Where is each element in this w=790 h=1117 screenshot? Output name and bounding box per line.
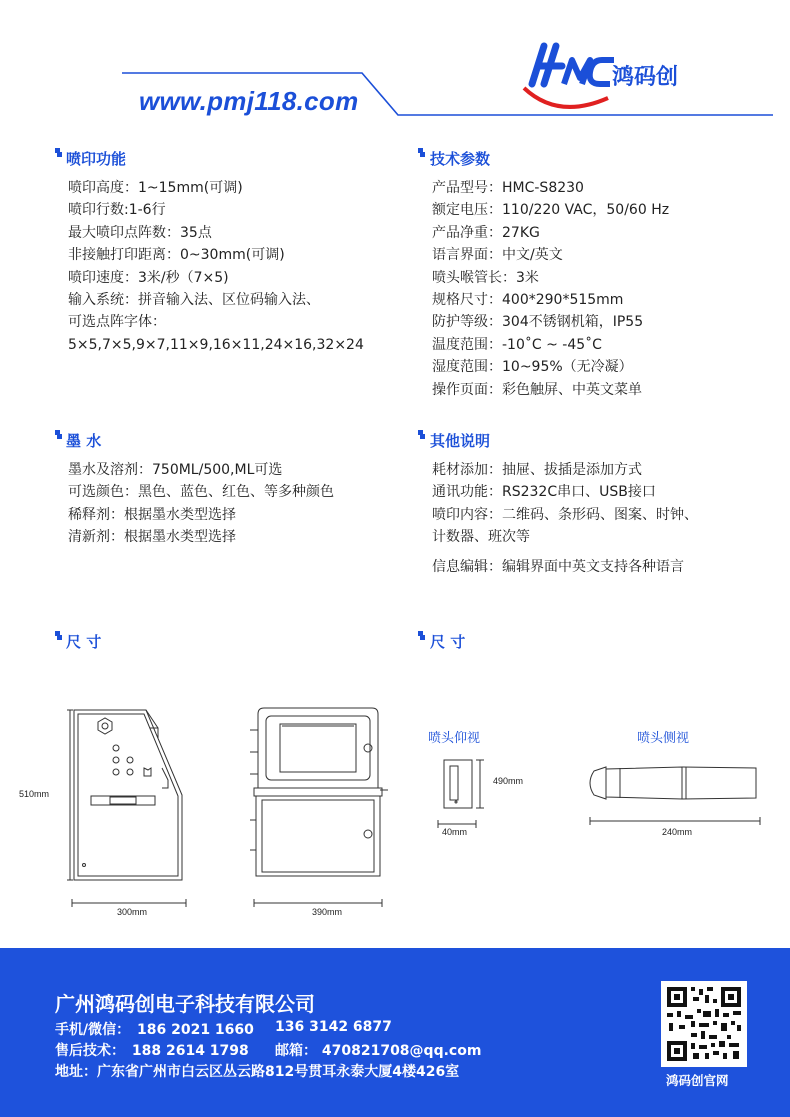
qr-code[interactable]	[661, 981, 747, 1067]
qr-code-icon	[661, 981, 747, 1067]
section-title-tech-params: 技术参数	[430, 150, 491, 168]
other-list	[432, 459, 698, 579]
bullet-square-icon	[55, 631, 64, 640]
list-item: 可选颜色：黑色、蓝色、红色、等多种颜色	[68, 484, 334, 501]
qr-caption: 鸿码创官网	[666, 1073, 729, 1088]
list-item: 通讯功能：RS232C串口、USB接口	[432, 484, 656, 501]
website-url[interactable]: www.pmj118.com	[139, 86, 359, 116]
brand-name: 鸿码创	[612, 65, 679, 90]
list-item: 湿度范围：10~95%（无冷凝）	[432, 359, 633, 376]
bullet-square-icon	[55, 148, 64, 157]
machine-front-view-drawing	[238, 700, 398, 920]
nozzle-height-dimension-label: 490mm	[493, 776, 524, 786]
section-title-ink: 墨 水	[66, 432, 102, 450]
print-function-list	[68, 177, 364, 356]
machine-side-view-drawing	[50, 700, 200, 920]
list-item: 产品净重：27KG	[432, 224, 540, 241]
list-item: 信息编辑：编辑界面中英文支持各种语言	[432, 559, 684, 576]
list-item: 喷印内容：二维码、条形码、图案、时钟、	[432, 506, 698, 523]
front-width-dimension-label: 390mm	[312, 907, 343, 917]
list-item: 清新剂：根据墨水类型选择	[68, 529, 236, 546]
list-item: 最大喷印点阵数：35点	[68, 224, 212, 241]
brand-logo-icon	[518, 38, 618, 110]
list-item: 喷印高度：1~15mm(可调)	[68, 180, 243, 196]
nozzle-side-view-title: 喷头侧视	[637, 731, 690, 746]
section-title-print-function: 喷印功能	[66, 150, 127, 168]
list-item: 防护等级：304不锈钢机箱，IP55	[432, 314, 644, 331]
list-item: 输入系统：拼音输入法、区位码输入法、	[68, 291, 320, 308]
side-width-dimension-label: 300mm	[117, 907, 148, 917]
list-item: 语言界面：中文/英文	[432, 247, 563, 264]
nozzle-front-view-drawing	[430, 752, 490, 837]
list-item: 墨水及溶剂：750ML/500,ML可选	[68, 462, 283, 478]
support-phone[interactable]: 188 2614 1798	[131, 1043, 249, 1059]
section-title-other: 其他说明	[430, 432, 491, 450]
nozzle-front-view-title: 喷头仰视	[428, 731, 481, 746]
list-item: 可选点阵字体：	[68, 314, 166, 331]
section-title-size-left: 尺 寸	[66, 633, 102, 651]
bullet-square-icon	[55, 430, 64, 439]
email-label: 邮箱：	[275, 1043, 317, 1059]
mobile-number-2[interactable]: 136 3142 6877	[275, 1019, 392, 1035]
list-item: 计数器、班次等	[432, 529, 530, 546]
ink-list	[68, 459, 334, 549]
list-item: 操作页面：彩色触屏、中英文菜单	[432, 381, 642, 398]
mobile-number-1[interactable]: 186 2021 1660	[137, 1022, 254, 1038]
nozzle-width-dimension-label: 40mm	[442, 827, 468, 837]
list-item: 稀释剂：根据墨水类型选择	[68, 506, 236, 523]
section-title-size-right: 尺 寸	[430, 633, 466, 651]
list-item: 喷印行数:1-6行	[68, 202, 166, 219]
mobile-label: 手机/微信：	[55, 1022, 131, 1038]
address: 地址：广东省广州市白云区丛云路812号贯耳永泰大厦4楼426室	[55, 1064, 460, 1080]
list-item: 耗材添加：抽屉、拔插是添加方式	[432, 462, 642, 478]
list-item: 5×5,7×5,9×7,11×9,16×11,24×16,32×24	[68, 336, 364, 353]
company-name: 广州鸿码创电子科技有限公司	[55, 992, 315, 1016]
list-item: 喷头喉管长：3米	[432, 269, 539, 286]
list-item: 喷印速度：3米/秒（7×5)	[68, 269, 229, 286]
bullet-square-icon	[418, 631, 427, 640]
height-dimension-label: 510mm	[19, 789, 50, 799]
support-label: 售后技术：	[55, 1043, 125, 1059]
email-address[interactable]: 470821708@qq.com	[321, 1043, 482, 1059]
nozzle-side-view-drawing	[580, 755, 770, 830]
tech-params-list	[432, 177, 669, 401]
bullet-square-icon	[418, 430, 427, 439]
nozzle-length-dimension-label: 240mm	[662, 827, 693, 837]
list-item: 非接触打印距离：0~30mm(可调)	[68, 247, 285, 264]
list-item: 温度范围：-10˚C ~ -45˚C	[432, 336, 602, 353]
list-item: 产品型号：HMC-S8230	[432, 180, 584, 196]
bullet-square-icon	[418, 148, 427, 157]
list-item: 规格尺寸：400*290*515mm	[432, 291, 624, 308]
list-item: 额定电压：110/220 VAC，50/60 Hz	[432, 202, 670, 219]
